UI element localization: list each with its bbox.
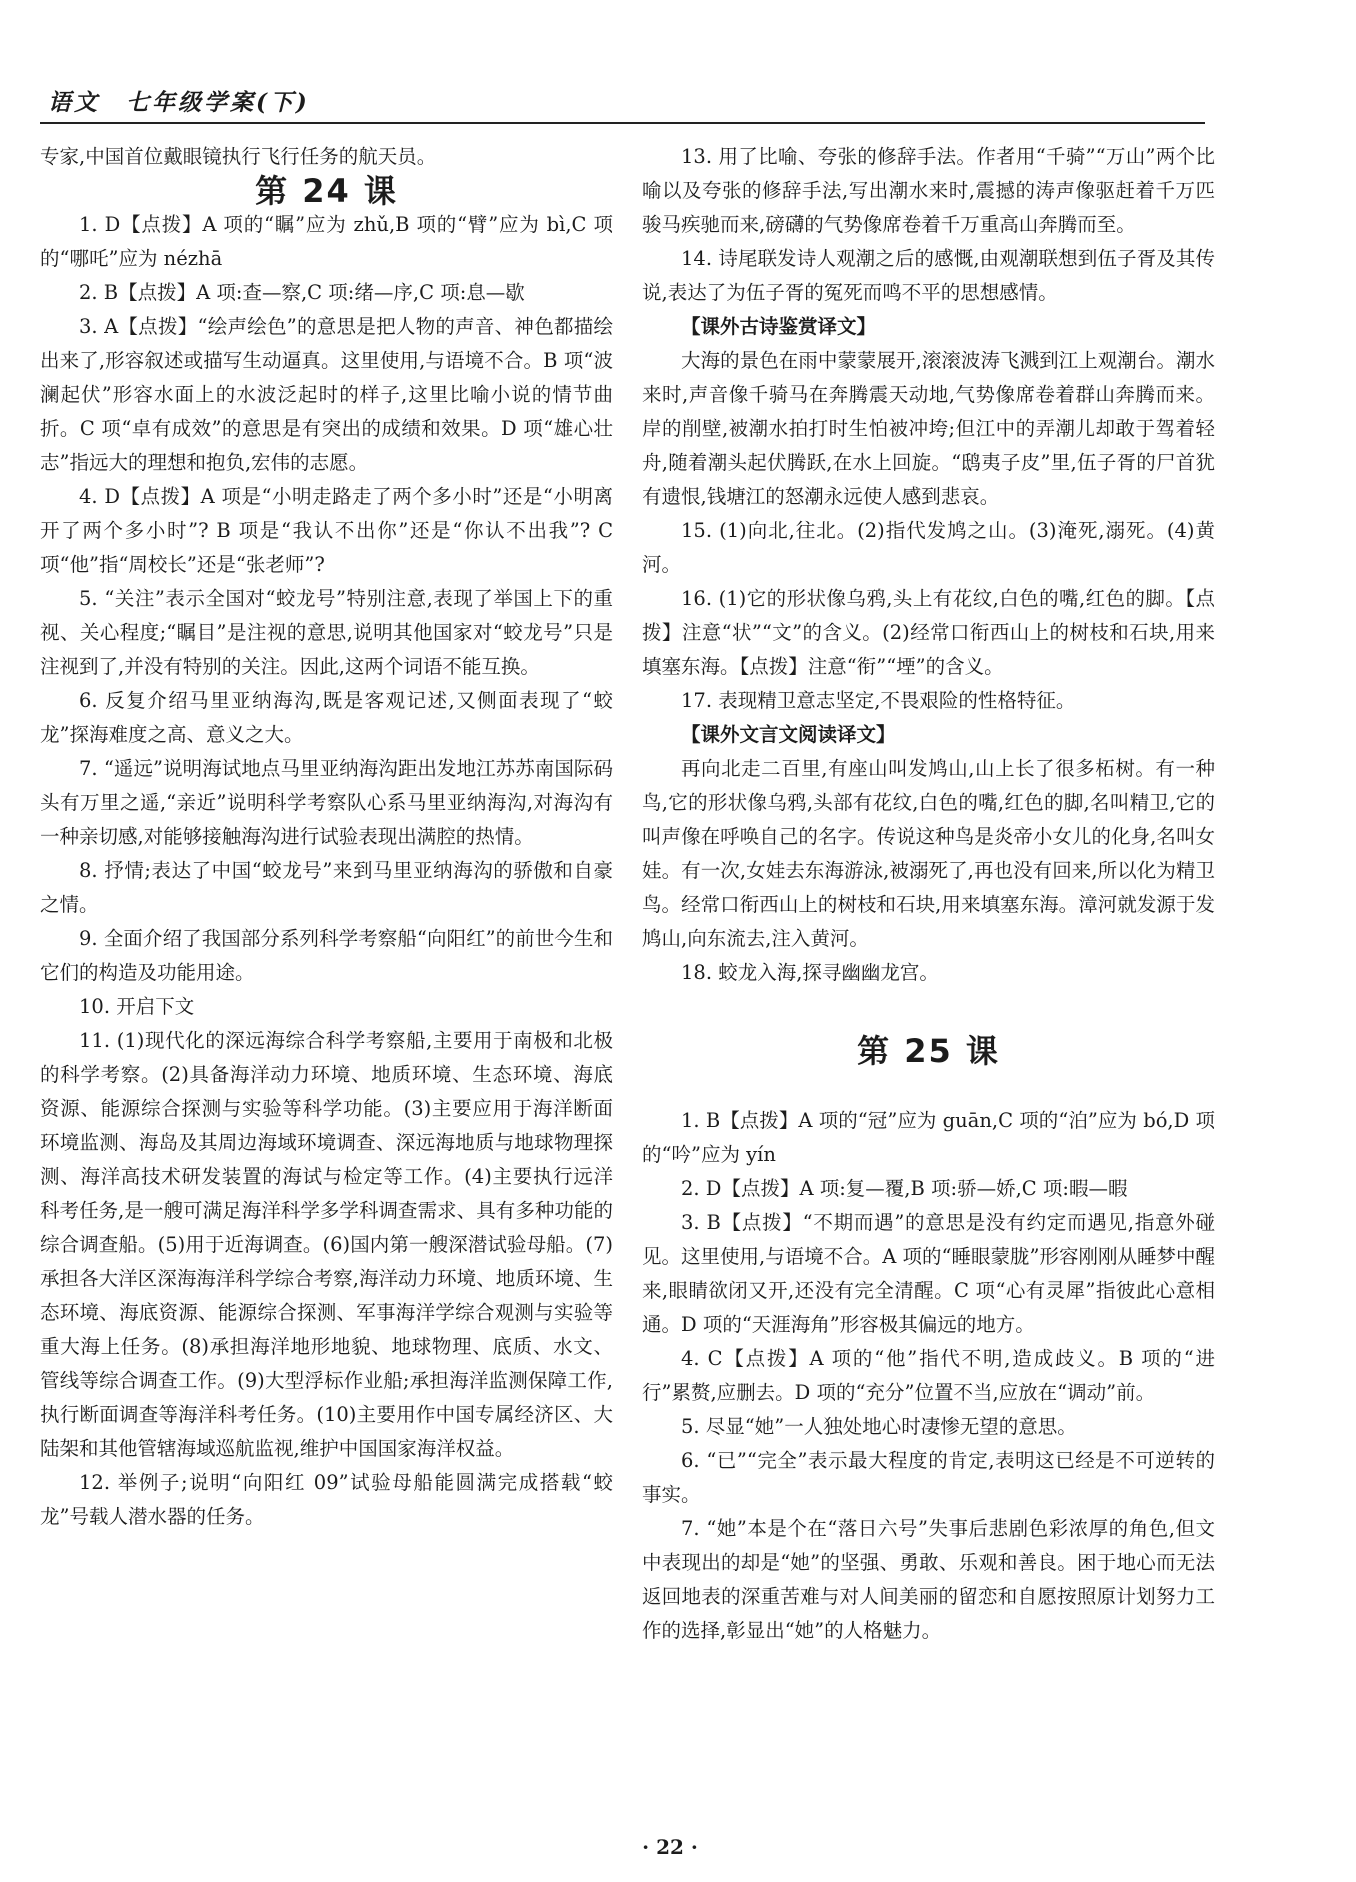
answer-item: 7. “她”本是个在“落日六号”失事后悲剧色彩浓厚的角色,但文中表现出的却是“她”的坚强、勇敢、乐观和善良。困于地心而无法返回地表的深重苦难与对人间美丽的留恋和自愿按照原计划努力工作的选择,彰显出“她”的人格魅力。 xyxy=(642,1517,1215,1642)
answer-item: 2. D【点拨】A 项:复—覆,B 项:骄—娇,C 项:暇—暇 xyxy=(681,1177,1128,1200)
poem-translation: 大海的景色在雨中蒙蒙展开,滚滚波涛飞溅到江上观潮台。潮水来时,声音像千骑马在奔腾震天动地,气势像席卷着群山奔腾而来。岸的削壁,被潮水拍打时生怕被冲垮;但江中的弄潮儿却敢于驾着轻舟,随着潮头起伏腾跃,在水上回旋。“鸱夷子皮”里,伍子胥的尸首犹有遗恨,钱塘江的怒潮永远使人感到悲哀。 xyxy=(642,349,1215,508)
answer-item: 4. D【点拨】A 项是“小明走路走了两个多小时”还是“小明离开了两个多小时”? B 项是“我认不出你”还是“你认不出我”? C 项“他”指“周校长”还是“张老师”? xyxy=(40,485,613,576)
right-column xyxy=(642,140,1215,1648)
left-column xyxy=(40,140,613,1534)
answer-item: 9. 全面介绍了我国部分系列科学考察船“向阳红”的前世今生和它们的构造及功能用途。 xyxy=(40,927,613,984)
answer-item: 6. 反复介绍马里亚纳海沟,既是客观记述,又侧面表现了“蛟龙”探海难度之高、意义之大。 xyxy=(40,689,613,746)
lesson-24-title: 第 24 课 xyxy=(255,172,398,210)
page-number: · 22 · xyxy=(642,1835,698,1859)
answer-item: 16. (1)它的形状像乌鸦,头上有花纹,白色的嘴,红色的脚。【点拨】注意“状”“文”的含义。(2)经常口衔西山上的树枝和石块,用来填塞东海。【点拨】注意“衔”“堙”的含义。 xyxy=(642,587,1215,678)
prose-translation-heading: 【课外文言文阅读译文】 xyxy=(681,723,896,746)
answer-item: 17. 表现精卫意志坚定,不畏艰险的性格特征。 xyxy=(681,689,1076,712)
header-title: 语文 七年级学案(下) xyxy=(48,89,310,116)
answer-item: 8. 抒情;表达了中国“蛟龙号”来到马里亚纳海沟的骄傲和自豪之情。 xyxy=(40,859,613,916)
answer-item: 3. B【点拨】“不期而遇”的意思是没有约定而遇见,指意外碰见。这里使用,与语境不合。A 项的“睡眼蒙胧”形容刚刚从睡梦中醒来,眼睛欲闭又开,还没有完全清醒。C 项“心有灵犀”指彼此心意相通。D 项的“天涯海角”形容极其偏远的地方。 xyxy=(642,1211,1215,1336)
answer-item: 13. 用了比喻、夸张的修辞手法。作者用“千骑”“万山”两个比喻以及夸张的修辞手法,写出潮水来时,震撼的涛声像驱赶着千万匹骏马疾驰而来,磅礴的气势像席卷着千万重高山奔腾而至。 xyxy=(642,145,1215,236)
answer-item: 6. “已”“完全”表示最大程度的肯定,表明这已经是不可逆转的事实。 xyxy=(642,1449,1215,1506)
answer-item: 7. “遥远”说明海试地点马里亚纳海沟距出发地江苏苏南国际码头有万里之遥,“亲近”说明科学考察队心系马里亚纳海沟,对海沟有一种亲切感,对能够接触海沟进行试验表现出满腔的热情。 xyxy=(40,757,613,848)
answer-item: 14. 诗尾联发诗人观潮之后的感慨,由观潮联想到伍子胥及其传说,表达了为伍子胥的冤死而鸣不平的思想感情。 xyxy=(642,247,1215,304)
answer-item: 15. (1)向北,往北。(2)指代发鸠之山。(3)淹死,溺死。(4)黄河。 xyxy=(642,519,1215,576)
answer-item: 2. B【点拨】A 项:查—察,C 项:绪—序,C 项:息—歇 xyxy=(79,281,525,304)
answer-item: 11. (1)现代化的深远海综合科学考察船,主要用于南极和北极的科学考察。(2)具备海洋动力环境、地质环境、生态环境、海底资源、能源综合探测与实验等科学功能。(3)主要应用于海洋断面环境监测、海岛及其周边海域环境调查、深远海地质与地球物理探测、海洋高技术研发装置的海试与检定等工作。(4)主要执行远洋科考任务,是一艘可满足海洋科学多学科调查需求、具有多种功能的综合调查船。(5)用于近海调查。(6)国内第一艘深潜试验母船。(7)承担各大洋区深海海洋科学综合考察,海洋动力环境、地质环境、生态环境、海底资源、能源综合探测、军事海洋学综合观测与实验等重大海上任务。(8)承担海洋地形地貌、地球物理、底质、水文、管线等综合调查工作。(9)大型浮标作业船;承担海洋监测保障工作,执行断面调查等海洋科考任务。(10)主要用作中国专属经济区、大陆架和其他管辖海域巡航监视,维护中国国家海洋权益。 xyxy=(40,1029,613,1460)
answer-item: 18. 蛟龙入海,探寻幽幽龙宫。 xyxy=(681,961,939,984)
answer-item: 1. B【点拨】A 项的“冠”应为 guān,C 项的“泊”应为 bó,D 项的“吟”应为 yín xyxy=(642,1109,1215,1166)
poem-translation-heading: 【课外古诗鉴赏译文】 xyxy=(681,315,877,338)
answer-item: 5. “关注”表示全国对“蛟龙号”特别注意,表现了举国上下的重视、关心程度;“瞩目”是注视的意思,说明其他国家对“蛟龙号”只是注视到了,并没有特别的关注。因此,这两个词语不能互换。 xyxy=(40,587,613,678)
answer-item: 1. D【点拨】A 项的“瞩”应为 zhǔ,B 项的“臂”应为 bì,C 项的“哪吒”应为 nézhā xyxy=(40,213,613,270)
answer-item: 3. A【点拨】“绘声绘色”的意思是把人物的声音、神色都描绘出来了,形容叙述或描写生动逼真。这里使用,与语境不合。B 项“波澜起伏”形容水面上的水波泛起时的样子,这里比喻小说的情节曲折。C 项“卓有成效”的意思是有突出的成绩和效果。D 项“雄心壮志”指远大的理想和抱负,宏伟的志愿。 xyxy=(40,315,613,474)
answer-item: 5. 尽显“她”一人独处地心时凄惨无望的意思。 xyxy=(681,1415,1077,1438)
continuation-text: 专家,中国首位戴眼镜执行飞行任务的航天员。 xyxy=(40,145,437,168)
answer-item: 4. C【点拨】A 项的“他”指代不明,造成歧义。B 项的“进行”累赘,应删去。D 项的“充分”位置不当,应放在“调动”前。 xyxy=(642,1347,1215,1404)
lesson-25-title: 第 25 课 xyxy=(857,1032,1000,1070)
answer-item: 12. 举例子;说明“向阳红 09”试验母船能圆满完成搭载“蛟龙”号载人潜水器的任务。 xyxy=(40,1471,613,1528)
prose-translation: 再向北走二百里,有座山叫发鸠山,山上长了很多柘树。有一种鸟,它的形状像乌鸦,头部有花纹,白色的嘴,红色的脚,名叫精卫,它的叫声像在呼唤自己的名字。传说这种鸟是炎帝小女儿的化身,名叫女娃。有一次,女娃去东海游泳,被溺死了,再也没有回来,所以化为精卫鸟。经常口衔西山上的树枝和石块,用来填塞东海。漳河就发源于发鸠山,向东流去,注入黄河。 xyxy=(642,757,1215,950)
answer-item: 10. 开启下文 xyxy=(79,995,195,1018)
page-header xyxy=(40,84,1205,124)
